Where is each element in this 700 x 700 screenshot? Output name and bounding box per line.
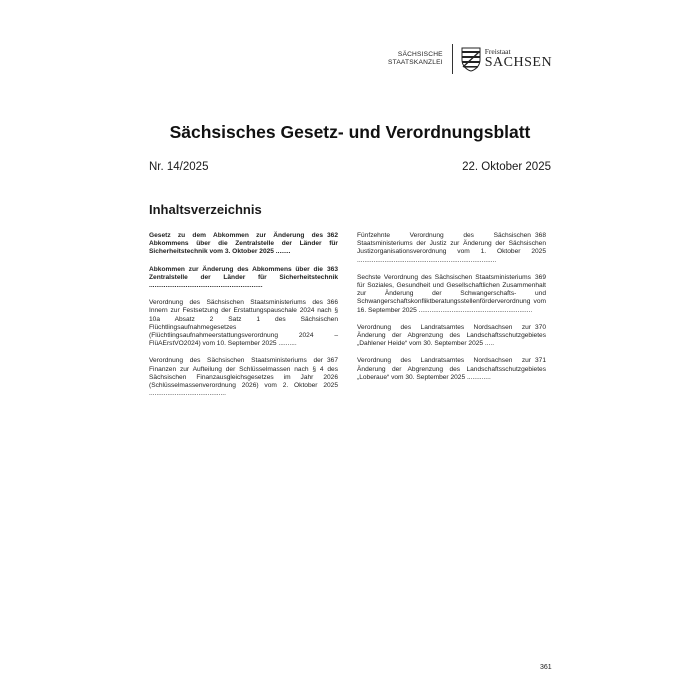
toc-entry-page: 366 bbox=[326, 299, 338, 307]
toc-entry-page: 369 bbox=[534, 273, 546, 281]
toc-entry-page: 362 bbox=[326, 232, 338, 239]
toc-entry[interactable] bbox=[357, 274, 546, 315]
toc-entry-page: 368 bbox=[534, 232, 546, 239]
toc-entry-page: 367 bbox=[326, 357, 338, 365]
logo-divider bbox=[452, 44, 453, 74]
toc-entry-text: Fünfzehnte Verordnung des Sächsischen Staatsministeriums der Justiz zur Änderung der Sächsischen Justizorganisationsverordnung vom 1. Oktober 2025 ............................................................................ bbox=[357, 232, 546, 264]
toc-entry-page: 370 bbox=[534, 323, 546, 331]
toc-entry[interactable] bbox=[149, 232, 338, 257]
state-big-label: SACHSEN bbox=[484, 54, 553, 70]
toc-entry-text: Abkommen zur Änderung des Abkommens über die Zentralstelle der Länder für Sicherheitstechnik .............................................................. bbox=[149, 265, 338, 290]
toc-heading: Inhaltsverzeichnis bbox=[149, 202, 262, 217]
header-logo bbox=[388, 44, 552, 74]
org-line-1: SÄCHSISCHE bbox=[397, 50, 443, 58]
page-number: 361 bbox=[540, 664, 552, 671]
toc-entry[interactable] bbox=[149, 299, 338, 348]
toc-entry-text: Verordnung des Sächsischen Staatsministeriums des Innern zur Festsetzung der Erstattungspauschale 2024 nach § 10a Absatz 2 Satz 1 des Sächsischen Flüchtlingsaufnahmegesetzes (Flüchtlingsaufnahmeerstattungsverordnung 2024 – FlüAErstVO2024) vom 10. September 2025 .......... bbox=[149, 299, 338, 348]
toc-entry-page: 363 bbox=[326, 265, 338, 273]
toc-column-left bbox=[149, 232, 338, 407]
toc-entry-text: Verordnung des Sächsischen Staatsministeriums der Finanzen zur Aufteilung der Schlüsselmassen nach § 4 des Sächsischen Finanzausgleichsgesetzes im Jahr 2026 (Schlüsselmassenverordnung 2026) vom 2. Oktober 2025 .......................................... bbox=[149, 357, 338, 398]
coat-of-arms-icon bbox=[461, 47, 481, 72]
document-title: Sächsisches Gesetz- und Verordnungsblatt bbox=[169, 122, 531, 142]
toc-entry[interactable] bbox=[149, 266, 338, 291]
org-name bbox=[388, 51, 443, 68]
state-wordmark bbox=[485, 48, 552, 70]
toc-entry[interactable] bbox=[357, 232, 546, 265]
toc-entry-text: Verordnung des Landratsamtes Nordsachsen zur Änderung der Abgrenzung des Landschaftsschutzgebietes „Loberaue“ vom 30. September 2025 ............. bbox=[357, 357, 546, 381]
toc-entry-text: Verordnung des Landratsamtes Nordsachsen zur Änderung der Abgrenzung des Landschaftsschutzgebietes „Dahlener Heide“ vom 30. September 2025 ..... bbox=[357, 323, 546, 348]
issue-date: 22. Oktober 2025 bbox=[462, 161, 551, 173]
toc-entry-page: 371 bbox=[534, 357, 546, 365]
toc-entry-text: Sechste Verordnung des Sächsischen Staatsministeriums für Soziales, Gesundheit und Gesellschaftlichen Zusammenhalt zur Änderung der Schwangerschafts- und Schwangerschaftskonfliktberatungsstellenförderverordnung vom 16. September 2025 .............................................................. bbox=[357, 273, 546, 314]
issue-number: Nr. 14/2025 bbox=[149, 161, 209, 173]
toc-column-right bbox=[357, 232, 546, 391]
toc-entry[interactable] bbox=[357, 324, 546, 349]
toc-entry[interactable] bbox=[357, 357, 546, 382]
toc-entry[interactable] bbox=[149, 357, 338, 398]
org-line-2: STAATSKANZLEI bbox=[388, 59, 443, 66]
state-small-label: Freistaat bbox=[484, 47, 511, 57]
toc-entry-text: Gesetz zu dem Abkommen zur Änderung des Abkommens über die Zentralstelle der Länder für Sicherheitstechnik vom 3. Oktober 2025 ........ bbox=[149, 232, 338, 256]
